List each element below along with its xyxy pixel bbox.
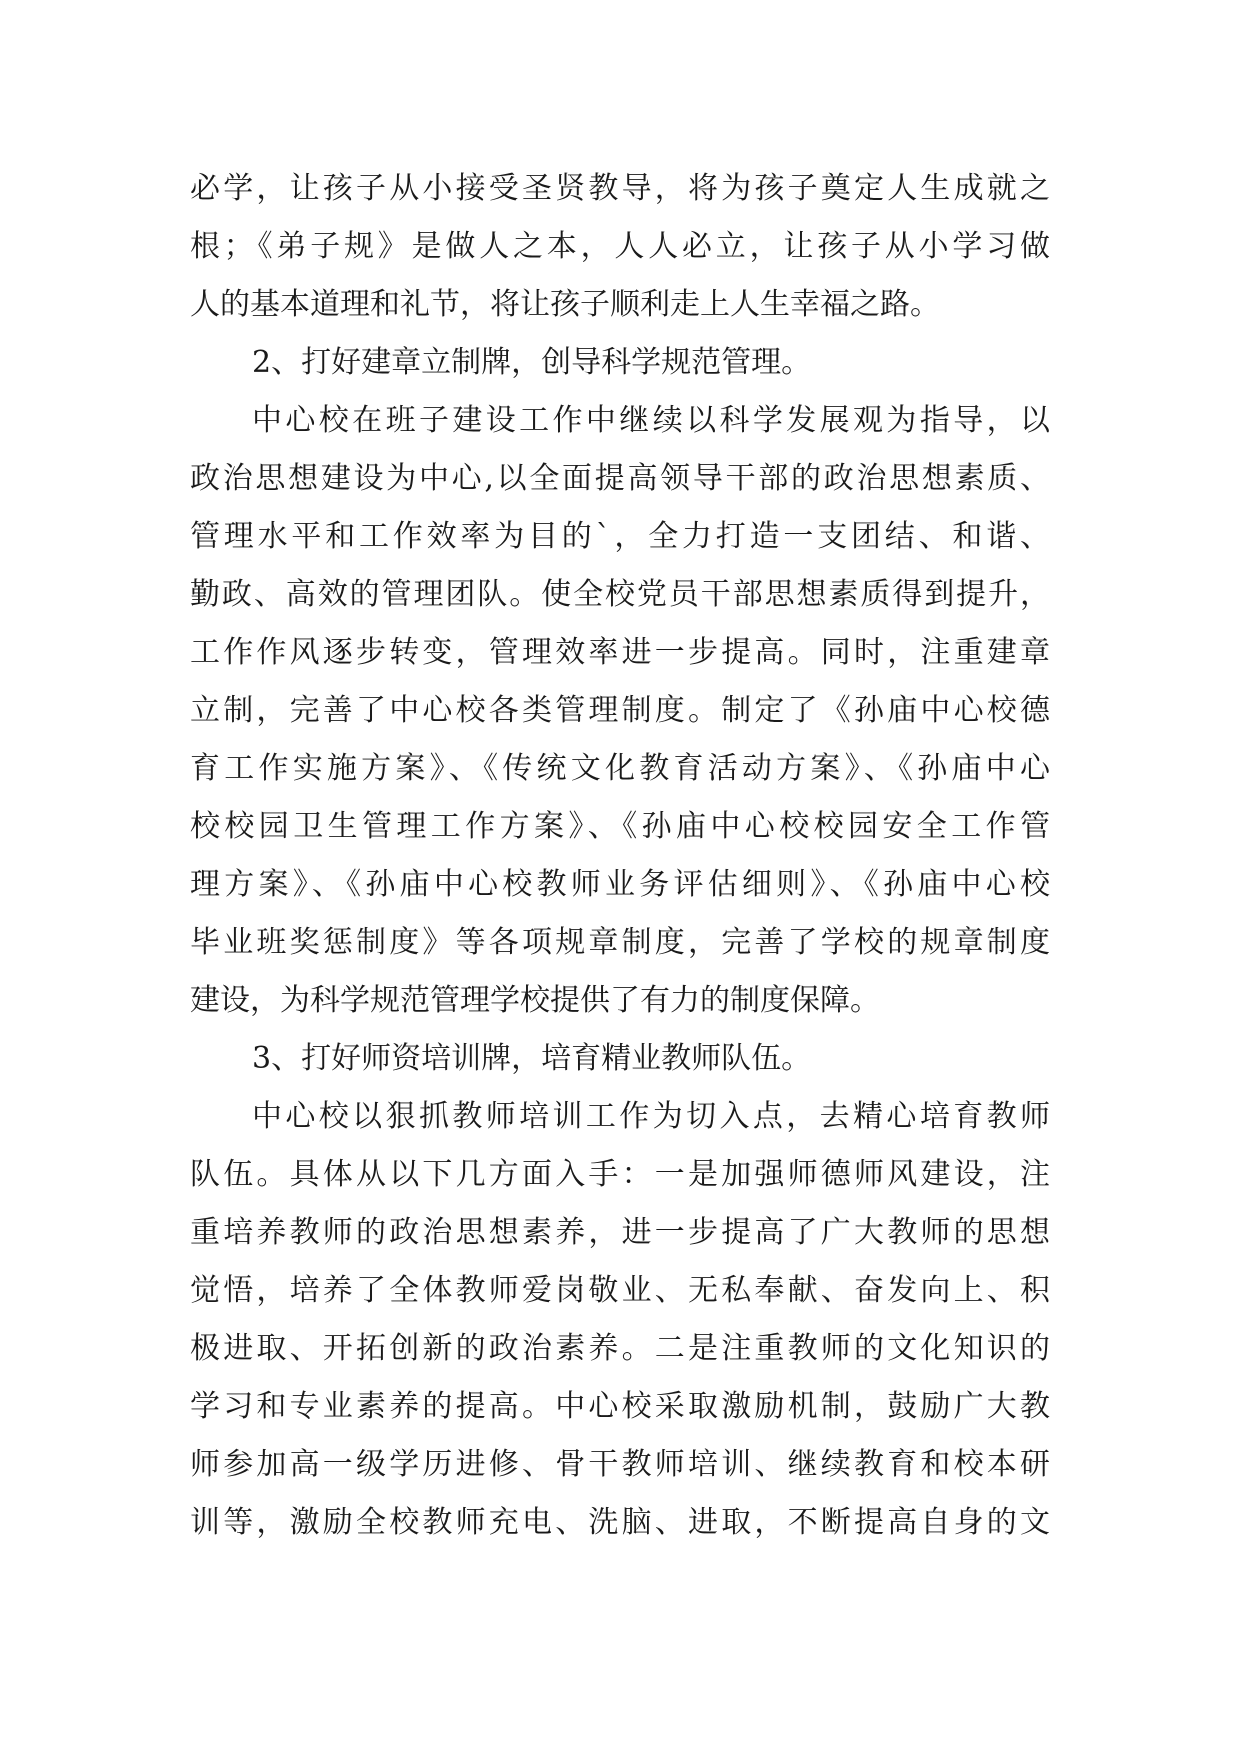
section-heading: 3、打好师资培训牌，培育精业教师队伍。: [252, 1041, 812, 1076]
paragraph-line: 极进取、开拓创新的政治素养。二是注重教师的文化知识的: [190, 1331, 1050, 1366]
paragraph-line: 勤政、高效的管理团队。使全校党员干部思想素质得到提升，: [190, 577, 1050, 612]
paragraph-line: 重培养教师的政治思想素养，进一步提高了广大教师的思想: [190, 1215, 1050, 1250]
paragraph-line: 建设，为科学规范管理学校提供了有力的制度保障。: [190, 983, 880, 1018]
paragraph-line: 立制，完善了中心校各类管理制度。制定了《孙庙中心校德: [190, 693, 1050, 728]
paragraph-line: 工作作风逐步转变，管理效率进一步提高。同时，注重建章: [190, 635, 1050, 670]
paragraph-line: 政治思想建设为中心,以全面提高领导干部的政治思想素质、: [190, 461, 1050, 496]
body-text: [190, 160, 1050, 1552]
section-heading: 2、打好建章立制牌，创导科学规范管理。: [252, 345, 812, 380]
paragraph-line: 队伍。具体从以下几方面入手：一是加强师德师风建设，注: [190, 1157, 1050, 1192]
paragraph-line: 训等，激励全校教师充电、洗脑、进取，不断提高自身的文: [190, 1505, 1050, 1540]
paragraph-line: 毕业班奖惩制度》等各项规章制度，完善了学校的规章制度: [190, 925, 1050, 960]
paragraph-line: 校校园卫生管理工作方案》、《孙庙中心校校园安全工作管: [190, 809, 1050, 844]
paragraph-line: 学习和专业素养的提高。中心校采取激励机制，鼓励广大教: [190, 1389, 1050, 1424]
paragraph-line: 必学，让孩子从小接受圣贤教导，将为孩子奠定人生成就之: [190, 171, 1050, 206]
paragraph-line: 根；《弟子规》是做人之本，人人必立，让孩子从小学习做: [190, 229, 1050, 264]
paragraph-line: 理方案》、《孙庙中心校教师业务评估细则》、《孙庙中心校: [190, 867, 1050, 902]
paragraph-line: 中心校在班子建设工作中继续以科学发展观为指导，以: [252, 403, 1050, 438]
paragraph-line: 觉悟，培养了全体教师爱岗敬业、无私奉献、奋发向上、积: [190, 1273, 1050, 1308]
paragraph-line: 育工作实施方案》、《传统文化教育活动方案》、《孙庙中心: [190, 751, 1050, 786]
paragraph-line: 人的基本道理和礼节，将让孩子顺利走上人生幸福之路。: [190, 287, 940, 322]
paragraph-line: 师参加高一级学历进修、骨干教师培训、继续教育和校本研: [190, 1447, 1050, 1482]
paragraph-line: 中心校以狠抓教师培训工作为切入点，去精心培育教师: [252, 1099, 1050, 1134]
paragraph-line: 管理水平和工作效率为目的`，全力打造一支团结、和谐、: [190, 519, 1050, 554]
